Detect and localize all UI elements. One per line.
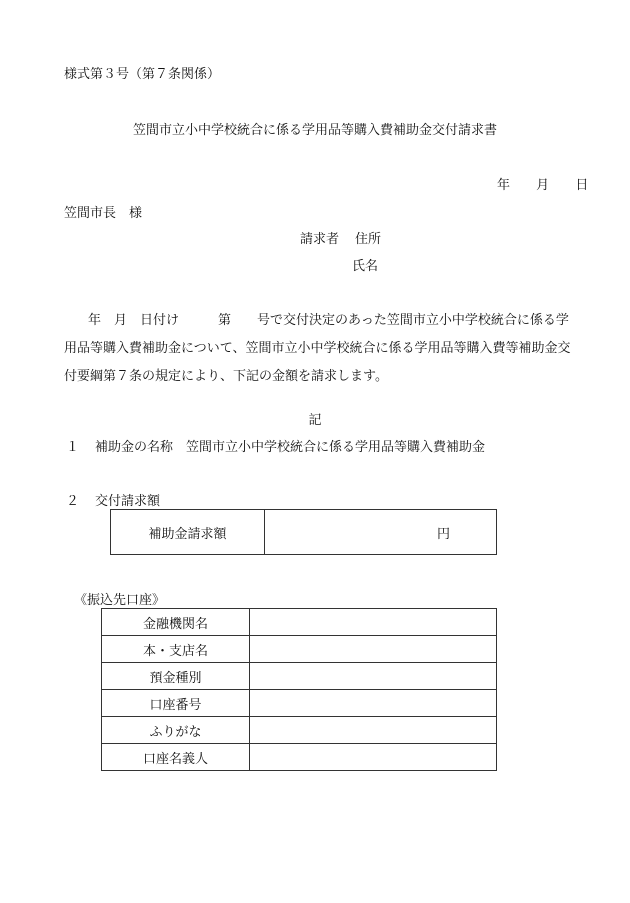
account-section-title: 《振込先口座》 xyxy=(74,593,166,608)
branch-name-label: 本・支店名 xyxy=(102,636,250,663)
account-row xyxy=(102,744,497,771)
account-holder-label: 口座名義人 xyxy=(102,744,250,771)
item-1 xyxy=(66,441,485,454)
account-holder-field[interactable] xyxy=(250,744,497,771)
yen-unit: 円 xyxy=(436,526,450,542)
date-line xyxy=(497,179,588,192)
item-2 xyxy=(66,495,160,508)
account-number-label: 口座番号 xyxy=(102,690,250,717)
account-row xyxy=(102,717,497,744)
bank-name-field[interactable] xyxy=(250,609,497,636)
requester-label: 請求者 xyxy=(300,232,340,247)
bank-name-label: 金融機関名 xyxy=(102,609,250,636)
deposit-type-field[interactable] xyxy=(250,663,497,690)
account-number-field[interactable] xyxy=(250,690,497,717)
addressee: 笠間市長 様 xyxy=(64,206,143,221)
furigana-label: ふりがな xyxy=(102,717,250,744)
amount-value-field[interactable] xyxy=(265,510,497,555)
item-1-text: 補助金の名称 笠間市立小中学校統合に係る学用品等購入費補助金 xyxy=(95,440,486,455)
form-number: 様式第３号（第７条関係） xyxy=(64,67,221,82)
amount-label: 補助金請求額 xyxy=(111,510,265,555)
item-2-number: ２ xyxy=(66,494,80,509)
date-day-label: 日 xyxy=(575,178,589,193)
requester-line xyxy=(300,233,381,246)
ki-heading: 記 xyxy=(308,413,322,428)
date-month-label: 月 xyxy=(536,178,550,193)
account-row xyxy=(102,636,497,663)
address-label: 住所 xyxy=(355,232,382,247)
item-2-text: 交付請求額 xyxy=(95,494,161,509)
account-row xyxy=(102,609,497,636)
furigana-field[interactable] xyxy=(250,717,497,744)
account-row xyxy=(102,690,497,717)
account-row xyxy=(102,663,497,690)
branch-name-field[interactable] xyxy=(250,636,497,663)
amount-table xyxy=(110,509,497,555)
body-paragraph: 年 月 日付け 第 号で交付決定のあった笠間市立小中学校統合に係る学用品等購入費補助金について、笠間市立小中学校統合に係る学用品等購入費等補助金交付要綱第７条の規定により、下記の金額を請求します。 xyxy=(64,313,571,384)
amount-row xyxy=(111,510,497,555)
deposit-type-label: 預金種別 xyxy=(102,663,250,690)
document-title: 笠間市立小中学校統合に係る学用品等購入費補助金交付請求書 xyxy=(132,123,497,138)
item-1-number: １ xyxy=(66,440,80,455)
account-table xyxy=(101,608,497,771)
date-year-label: 年 xyxy=(497,178,511,193)
name-label: 氏名 xyxy=(352,259,379,274)
